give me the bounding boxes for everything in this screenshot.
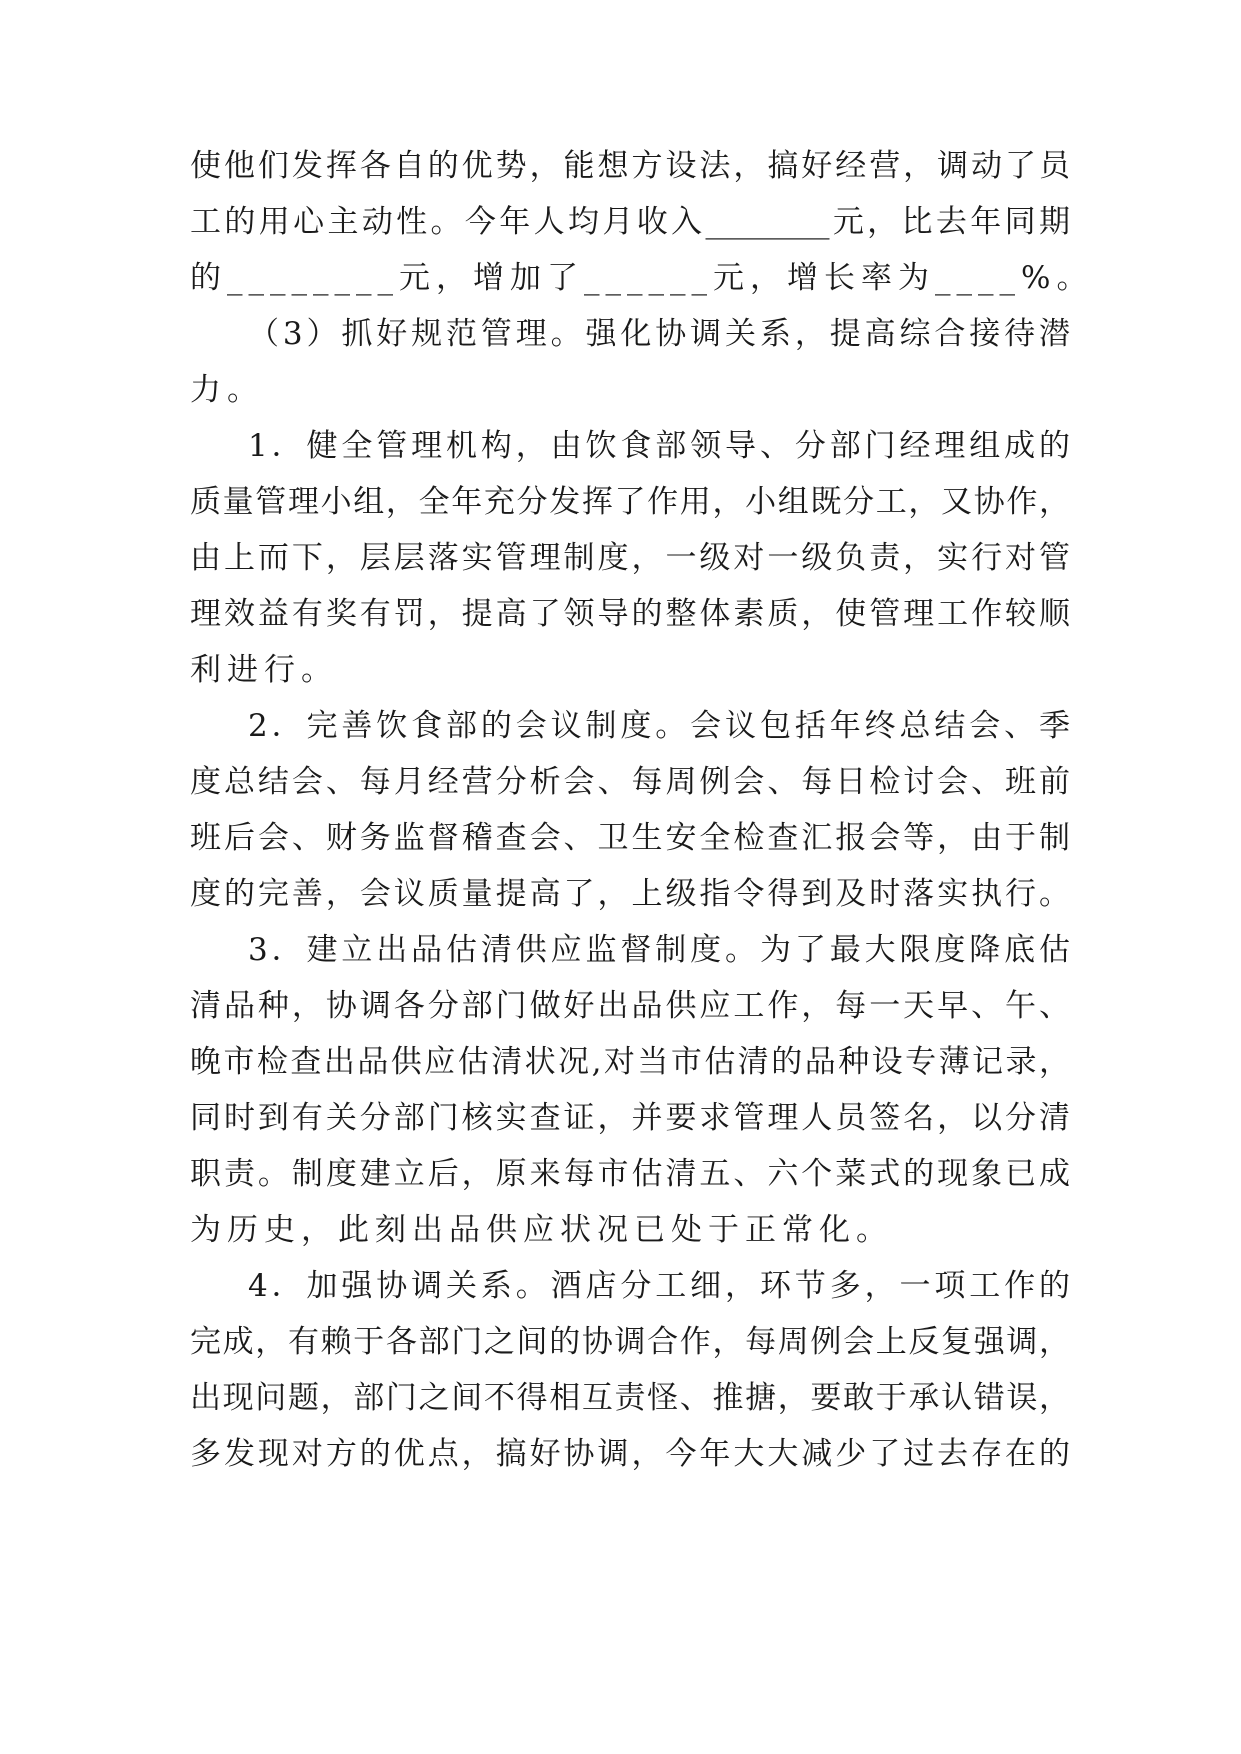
text-line: 利进行。	[190, 652, 338, 688]
text-line: 班后会、财务监督稽查会、卫生安全检查汇报会等，由于制	[190, 820, 1070, 856]
text-line: 出现问题，部门之间不得相互责怪、推搪，要敢于承认错误，	[190, 1380, 1070, 1416]
text-line: （3）抓好规范管理。强化协调关系，提高综合接待潜	[248, 316, 1070, 352]
text-line: 清品种，协调各分部门做好出品供应工作，每一天早、午、	[190, 988, 1070, 1024]
text-line: 理效益有奖有罚，提高了领导的整体素质，使管理工作较顺	[190, 596, 1070, 632]
text-line: 使他们发挥各自的优势，能想方设法，搞好经营，调动了员	[190, 148, 1070, 184]
text-line: 同时到有关分部门核实查证，并要求管理人员签名，以分清	[190, 1100, 1070, 1136]
text-line: 质量管理小组，全年充分发挥了作用，小组既分工，又协作，	[190, 484, 1070, 520]
text-line: 度总结会、每月经营分析会、每周例会、每日检讨会、班前	[190, 764, 1070, 800]
text-line: 多发现对方的优点，搞好协调，今年大大减少了过去存在的	[190, 1436, 1070, 1472]
text-line: 4．加强协调关系。酒店分工细，环节多，一项工作的	[248, 1268, 1070, 1304]
text-line: 完成，有赖于各部门之间的协调合作，每周例会上反复强调，	[190, 1324, 1070, 1360]
text-line: 3．建立出品估清供应监督制度。为了最大限度降底估	[248, 932, 1070, 968]
text-line: 力。	[190, 372, 264, 408]
text-line: 的________元，增加了______元，增长率为____%。	[190, 260, 1094, 296]
text-line: 1．健全管理机构，由饮食部领导、分部门经理组成的	[248, 428, 1070, 464]
text-line: 晚市检查出品供应估清状况,对当市估清的品种设专薄记录，	[190, 1044, 1070, 1080]
text-line: 2．完善饮食部的会议制度。会议包括年终总结会、季	[248, 708, 1070, 744]
text-line: 度的完善，会议质量提高了，上级指令得到及时落实执行。	[190, 876, 1070, 912]
text-line: 由上而下，层层落实管理制度，一级对一级负责，实行对管	[190, 540, 1070, 576]
text-line: 为历史，此刻出品供应状况已处于正常化。	[190, 1212, 893, 1248]
text-line: 职责。制度建立后，原来每市估清五、六个菜式的现象已成	[190, 1156, 1070, 1192]
text-line: 工的用心主动性。今年人均月收入________元，比去年同期	[190, 204, 1070, 240]
